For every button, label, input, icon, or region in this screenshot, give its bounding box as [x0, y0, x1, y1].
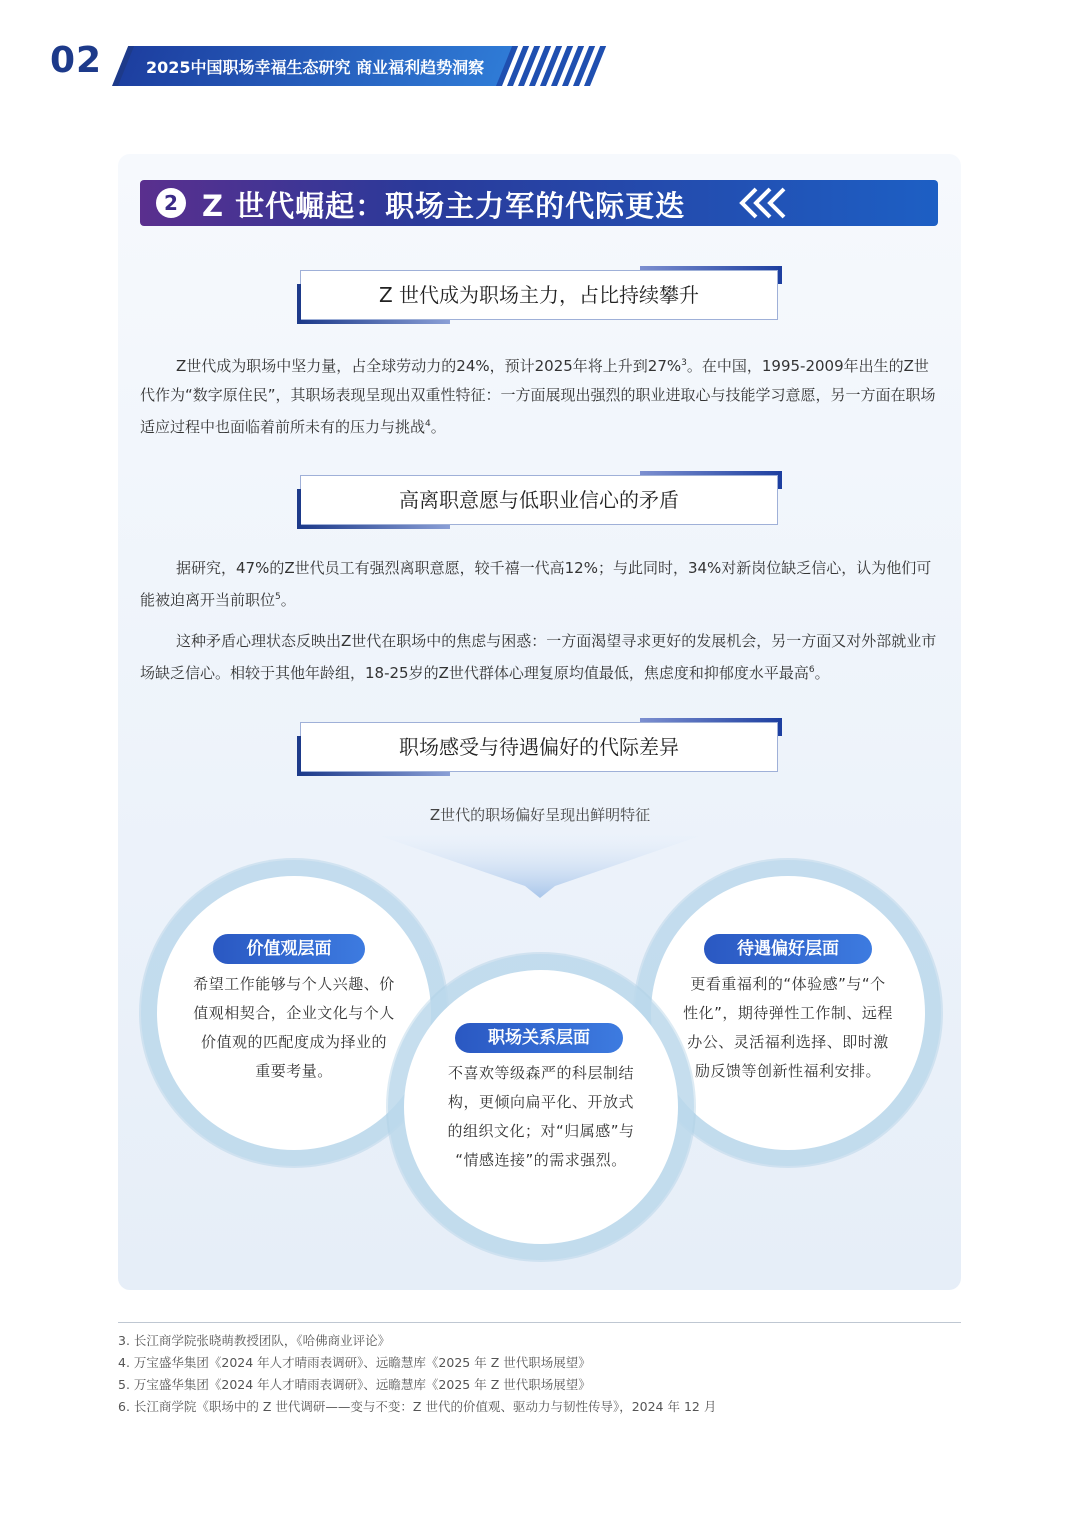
benefits-text: 更看重福利的“体验感”与“个 性化”，期待弹性工作制、远程 办公、灵活福利选择、即时激 励反馈等创新性福利安排。	[683, 975, 893, 1080]
preferences-caption: Z世代的职场偏好呈现出鲜明特征	[429, 806, 651, 824]
paragraph-2: 据研究，47%的Z世代员工有强烈离职意愿，较千禧一代高12%；与此同时，34%对新岗位缺乏信心，认为他们可能被迫离开当前职位$^5$。	[140, 559, 932, 609]
footnote-6: 6. 长江商学院《职场中的 Z 世代调研——变与不变：Z 世代的价值观、驱动力与韧性传导》，2024 年 12 月	[118, 1399, 717, 1414]
paragraph-1: Z世代成为职场中坚力量，占全球劳动力的24%，预计2025年将上升到27%$^3$。在中国，1995-2009年出生的Z世代作为“数字原住民”，其职场表现呈现出双重性特征：一方面展现出强烈的职业进取心与技能学习意愿，另一方面在职场适应过程中也面临着前所未有的压力与挑战$^4$。	[140, 357, 936, 436]
header-title: 2025中国职场幸福生态研究 商业福利趋势洞察	[146, 58, 485, 77]
benefits-title: 待遇偏好层面	[704, 934, 872, 964]
subheading-1: Z 世代成为职场主力，占比持续攀升	[378, 283, 700, 307]
footnote-4: 4. 万宝盛华集团《2024 年人才晴雨表调研》、远瞻慧库《2025 年 Z 世代职场展望》	[118, 1355, 591, 1370]
funnel-arrow-icon	[380, 830, 700, 900]
relations-title: 职场关系层面	[455, 1023, 623, 1053]
footnote-3: 3. 长江商学院张晓萌教授团队，《哈佛商业评论》	[118, 1333, 391, 1348]
paragraph-3: 这种矛盾心理状态反映出Z世代在职场中的焦虑与困惑：一方面渴望寻求更好的发展机会，另一方面又对外部就业市场缺乏信心。相较于其他年龄组，18-25岁的Z世代群体心理复原均值最低，焦虑度和抑郁度水平最高$^6$。	[140, 632, 937, 682]
subheading-2: 高离职意愿与低职业信心的矛盾	[399, 488, 679, 512]
footnote-divider	[118, 1322, 961, 1323]
subheading-box	[300, 475, 778, 525]
section-title: Z 世代崛起：职场主力军的代际更迭	[202, 189, 686, 223]
subheading-box	[300, 722, 778, 772]
subheading-box	[300, 270, 778, 320]
section-number-badge: 2	[156, 188, 186, 218]
values-title: 价值观层面	[213, 934, 365, 964]
chevron-left-icon	[736, 183, 796, 223]
subheading-3: 职场感受与待遇偏好的代际差异	[399, 735, 679, 759]
footnote-5: 5. 万宝盛华集团《2024 年人才晴雨表调研》、远瞻慧库《2025 年 Z 世代职场展望》	[118, 1377, 591, 1392]
page-number: 02	[50, 40, 103, 81]
values-text: 希望工作能够与个人兴趣、价 值观相契合，企业文化与个人 价值观的匹配度成为择业的 重要考量。	[193, 975, 395, 1080]
relations-text: 不喜欢等级森严的科层制结 构，更倾向扁平化、开放式 的组织文化；对“归属感”与 “情感连接”的需求强烈。	[447, 1064, 635, 1169]
